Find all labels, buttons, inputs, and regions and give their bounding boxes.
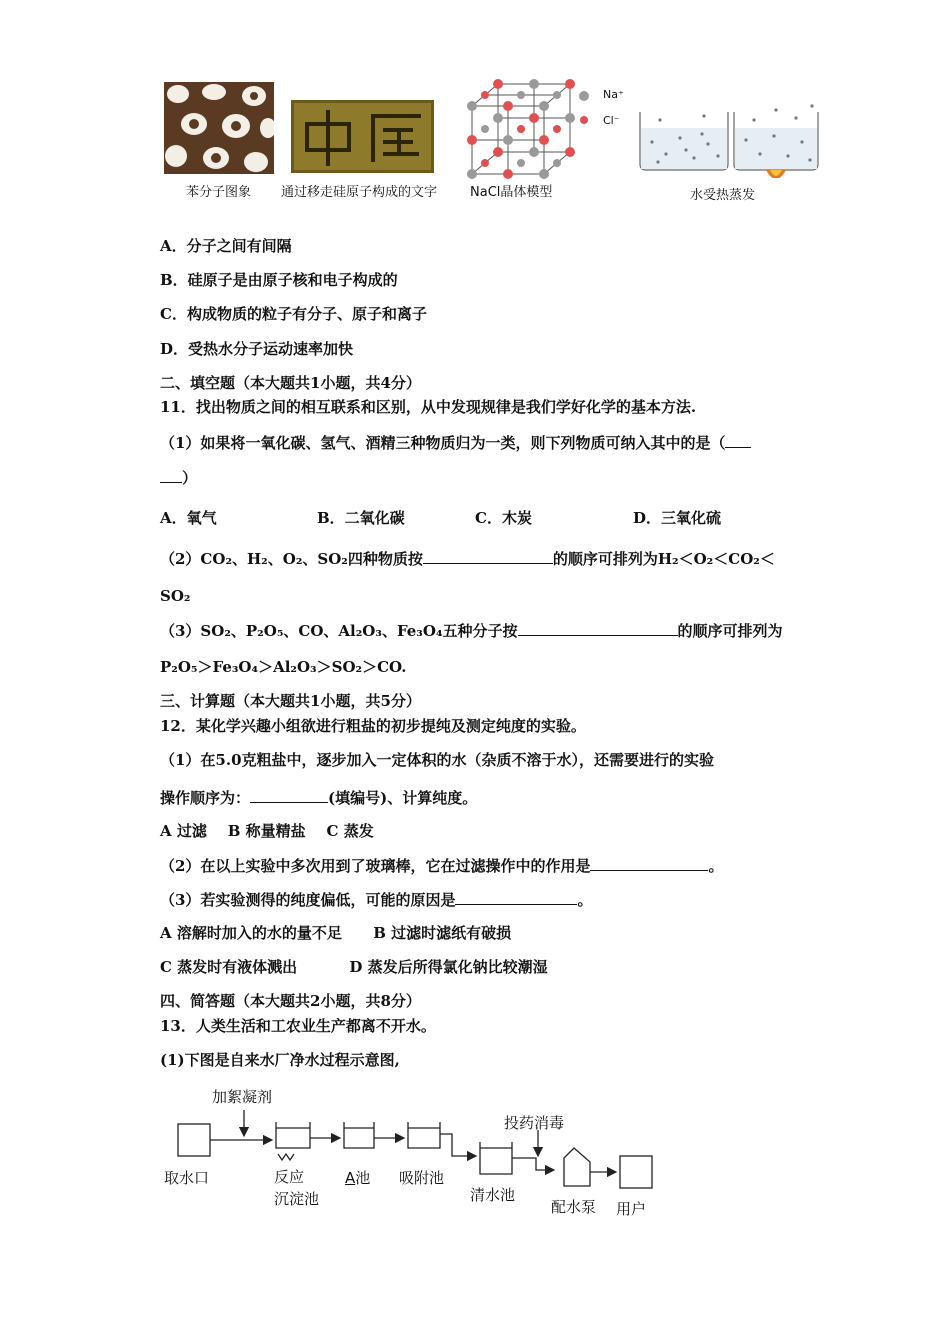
q11-option-b: B．二氧化碳 xyxy=(317,509,405,527)
caption-silicon: 通过移走硅原子构成的文字 xyxy=(281,185,438,200)
q12-part2-blank[interactable] xyxy=(590,855,708,871)
q11-stem: 11．找出物质之间的相互联系和区别，从中发现规律是我们学好化学的基本方法. xyxy=(160,398,697,416)
q11-option-d: D．三氧化硫 xyxy=(633,509,722,527)
q11-option-a: A．氧气 xyxy=(160,509,217,527)
q12-options-row1: A 溶解时加入的水的量不足 B 过滤时滤纸有破损 xyxy=(160,924,512,942)
q11-part2-text-b: 的顺序可排列为H₂＜O₂＜CO₂＜ xyxy=(552,550,775,568)
caption-benzene: 苯分子图象 xyxy=(186,185,252,200)
flow-diagram-graphics xyxy=(160,1100,670,1210)
q11-part3 xyxy=(160,620,783,641)
section2-heading: 二、填空题（本大题共1小题，共4分） xyxy=(160,374,421,392)
na-legend-dot xyxy=(579,91,589,101)
q12-part2-text-a: （2）在以上实验中多次用到了玻璃棒，它在过滤操作中的作用是 xyxy=(160,857,591,875)
q12-part1-cont xyxy=(160,787,477,808)
q12-part1-blank[interactable] xyxy=(250,787,328,803)
cl-legend-label: Cl⁻ xyxy=(603,114,620,127)
q11-part2-blank[interactable] xyxy=(423,548,553,564)
flow-a-suffix: 池 xyxy=(355,1169,371,1187)
flow-user-label: 用户 xyxy=(616,1200,647,1218)
q13-part1: (1)下图是自来水厂净水过程示意图, xyxy=(160,1051,400,1069)
q10-option-b: B．硅原子是由原子核和电子构成的 xyxy=(160,271,398,289)
benzene-molecule-image xyxy=(164,82,274,174)
flow-intake-label: 取水口 xyxy=(164,1169,210,1187)
q12-part1: （1）在5.0克粗盐中，逐步加入一定体积的水（杂质不溶于水），还需要进行的实验 xyxy=(160,751,715,769)
q10-option-d: D．受热水分子运动速率加快 xyxy=(160,340,354,358)
q11-part3-text-a: （3）SO₂、P₂O₅、CO、Al₂O₃、Fe₃O₄五种分子按 xyxy=(160,622,518,640)
q11-part1-text: （1）如果将一氧化碳、氢气、酒精三种物质归为一类，则下列物质可纳入其中的是（ xyxy=(160,434,726,452)
q13-stem: 13．人类生活和工农业生产都离不开水。 xyxy=(160,1017,436,1035)
silicon-atom-text-image xyxy=(291,100,434,173)
section4-heading: 四、简答题（本大题共2小题，共8分） xyxy=(160,992,421,1010)
caption-evaporation: 水受热蒸发 xyxy=(690,188,756,203)
q12-part2 xyxy=(160,855,723,876)
q11-part3-text-b: 的顺序可排列为 xyxy=(677,622,783,640)
q11-part2-text-a: （2）CO₂、H₂、O₂、SO₂四种物质按 xyxy=(160,550,423,568)
q11-part1-blank[interactable] xyxy=(725,432,751,448)
q10-option-c: C．构成物质的粒子有分子、原子和离子 xyxy=(160,305,427,323)
q12-part1-text-a: 操作顺序为： xyxy=(160,789,251,807)
cl-legend-dot xyxy=(580,116,588,124)
flow-pump-label: 配水泵 xyxy=(551,1198,597,1216)
q11-part3-cont: P₂O₅＞Fe₃O₄＞Al₂O₃＞SO₂＞CO. xyxy=(160,658,407,676)
section3-heading: 三、计算题（本大题共1小题，共5分） xyxy=(160,692,421,710)
q12-part3-text-b: 。 xyxy=(577,891,593,909)
q12-options-row2: C 蒸发时有液体溅出 D 蒸发后所得氯化钠比较潮湿 xyxy=(160,958,548,976)
q11-option-c: C．木炭 xyxy=(475,509,532,527)
q11-part1-close: ） xyxy=(182,469,198,487)
q12-part3-blank[interactable] xyxy=(455,889,577,905)
q12-part3-text-a: （3）若实验测得的纯度偏低，可能的原因是 xyxy=(160,891,456,909)
flow-clear-label: 清水池 xyxy=(470,1186,516,1204)
flow-adsorb-label: 吸附池 xyxy=(399,1169,445,1187)
flow-reaction-label-2: 沉淀池 xyxy=(274,1190,320,1208)
q12-stem: 12．某化学兴趣小组欲进行粗盐的初步提纯及测定纯度的实验。 xyxy=(160,717,586,735)
flow-coagulant-label: 加絮凝剂 xyxy=(212,1088,273,1106)
flow-reaction-label-1: 反应 xyxy=(274,1168,305,1186)
q11-part1 xyxy=(160,432,751,453)
flow-a-letter: A xyxy=(345,1169,356,1187)
q10-option-a: A．分子之间有间隔 xyxy=(160,237,292,255)
q12-part3 xyxy=(160,889,592,910)
q11-part3-blank[interactable] xyxy=(518,620,678,636)
q12-part2-text-b: 。 xyxy=(708,857,724,875)
caption-nacl: NaCl晶体模型 xyxy=(470,185,553,200)
q11-part2-cont: SO₂ xyxy=(160,587,191,605)
q12-operations: A 过滤 B 称量精盐 C 蒸发 xyxy=(160,822,374,840)
na-legend-label: Na⁺ xyxy=(603,88,624,101)
q11-part2 xyxy=(160,548,775,569)
q11-part1-blank-cont[interactable] xyxy=(160,467,182,483)
flow-a-pool-label xyxy=(345,1167,370,1188)
water-evaporation-image xyxy=(636,98,822,178)
flow-disinfect-label: 投药消毒 xyxy=(504,1114,565,1132)
q11-part1-end xyxy=(160,467,197,488)
q12-part1-text-b: (填编号)、计算纯度。 xyxy=(328,789,478,807)
